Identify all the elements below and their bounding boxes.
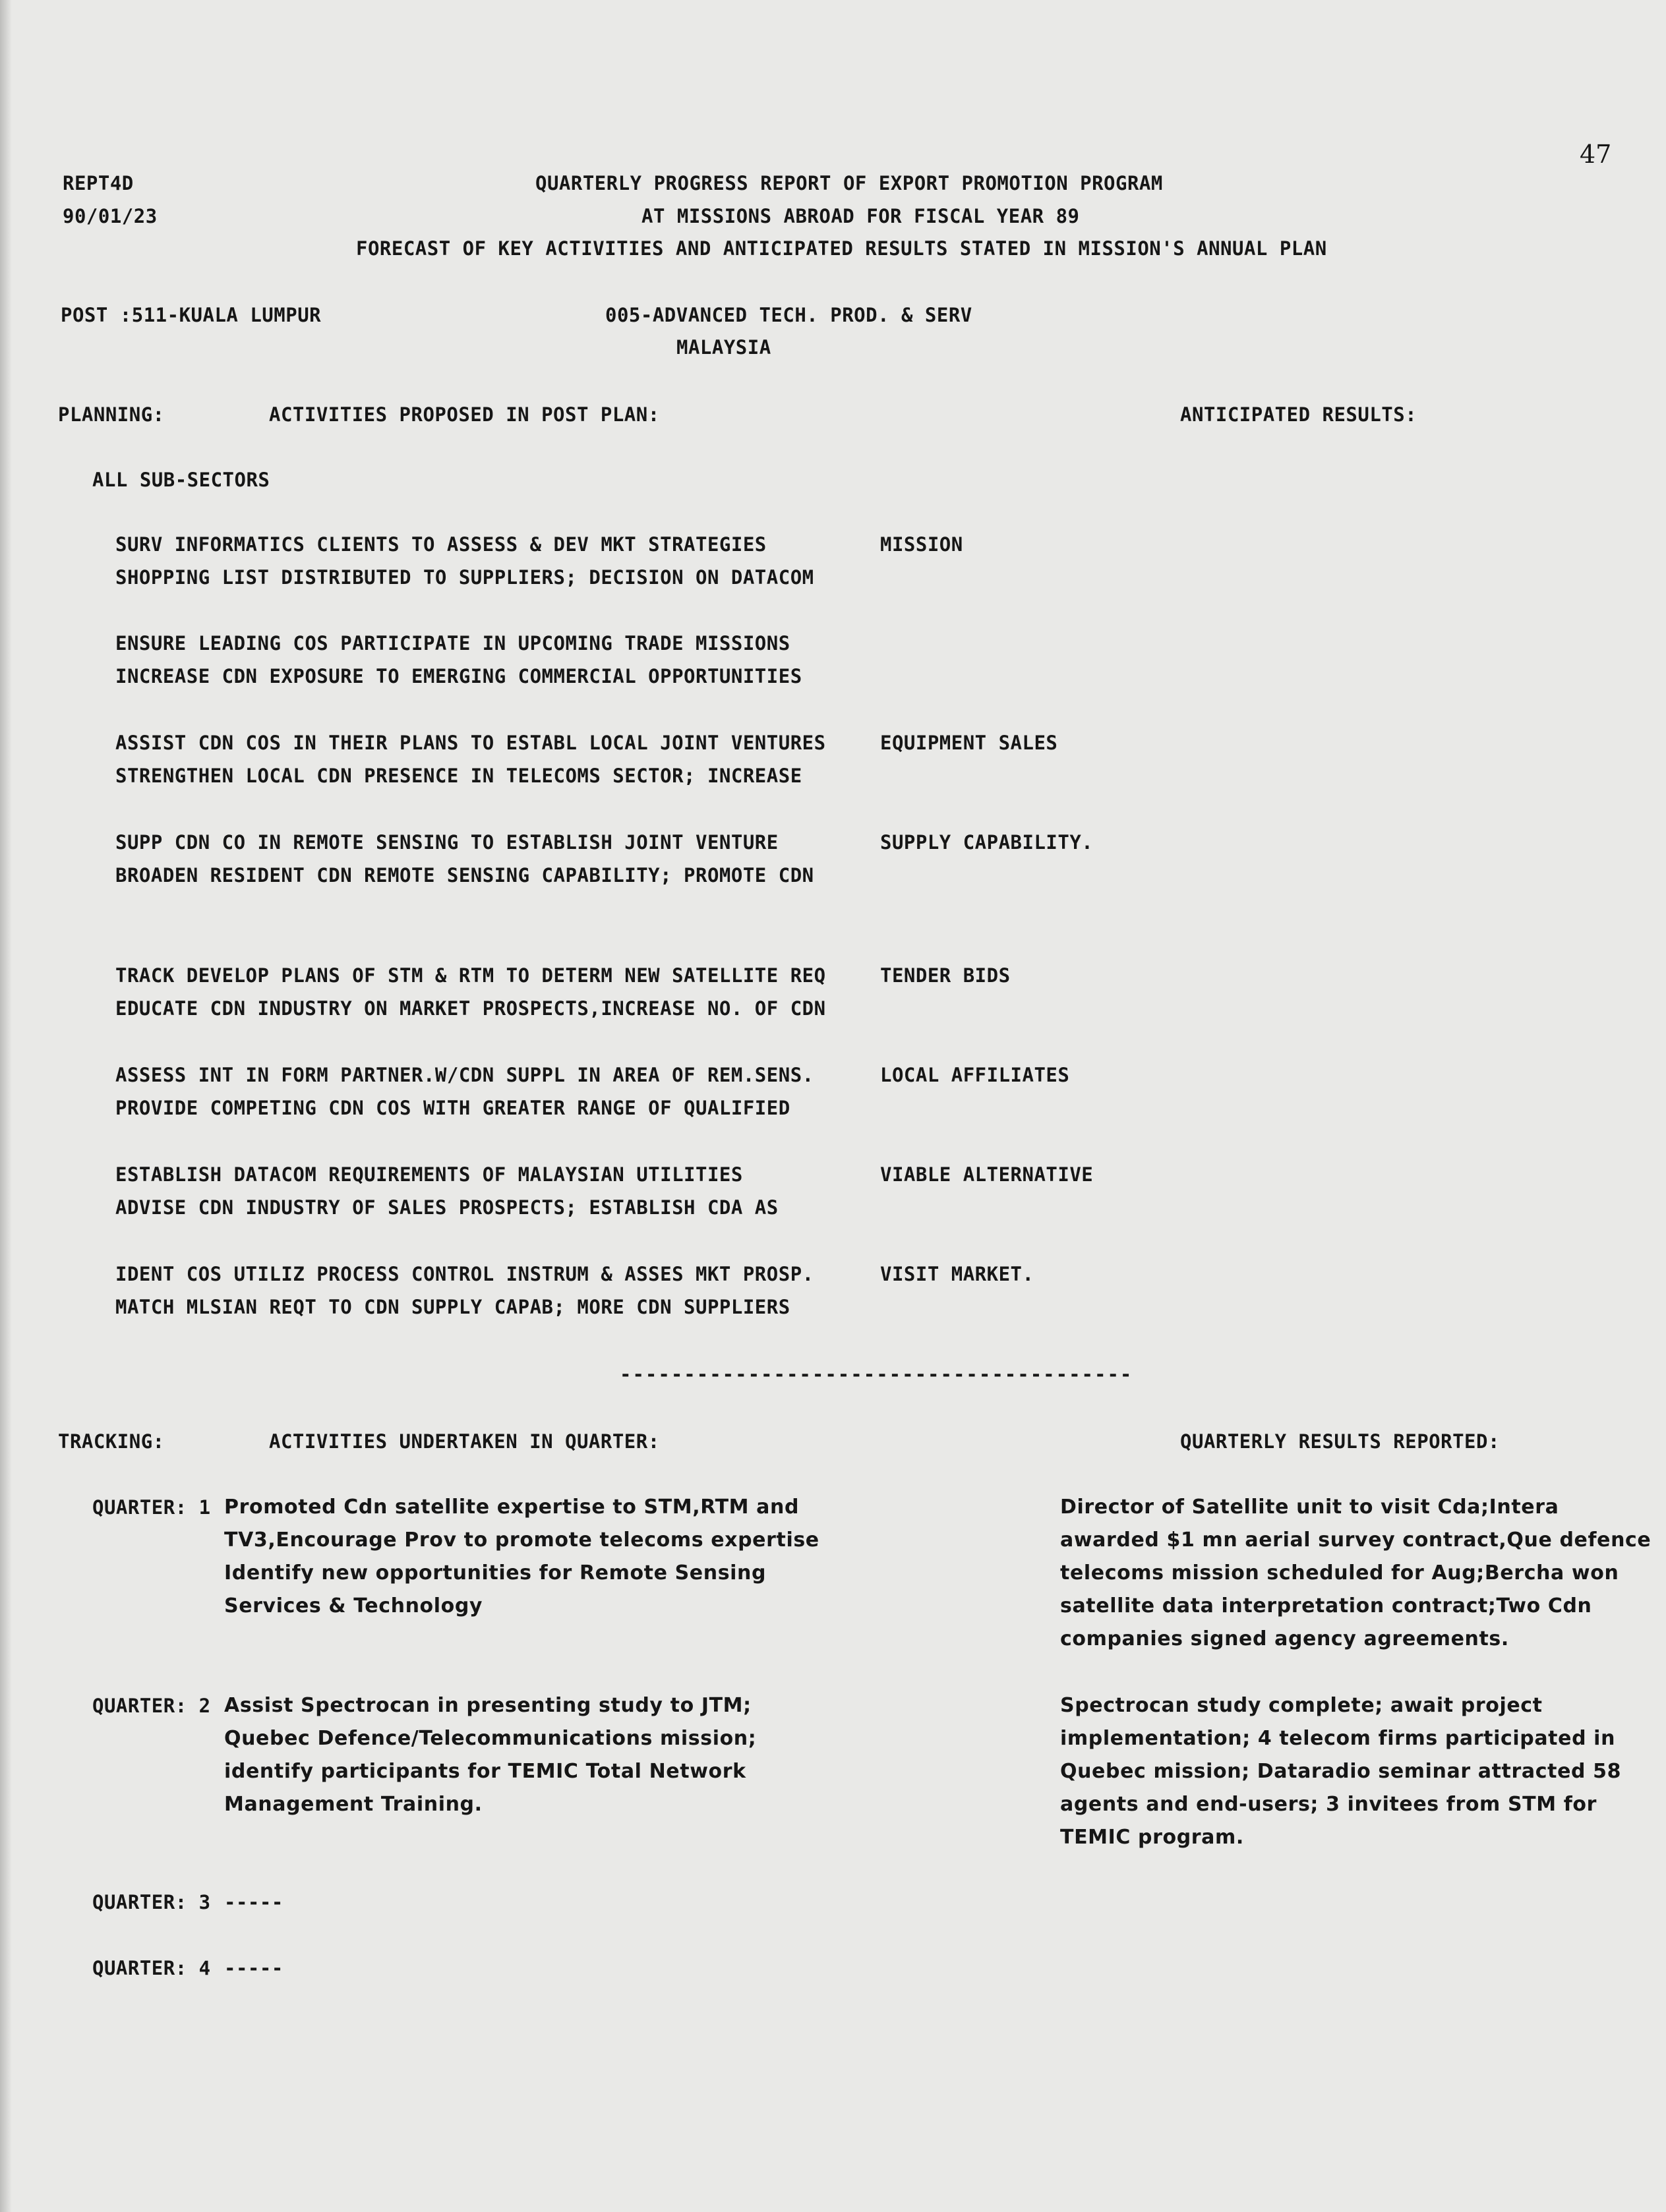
planning-result: LOCAL AFFILIATES (880, 1064, 1070, 1086)
planning-result: VISIT MARKET. (880, 1263, 1034, 1285)
planning-activity-line2: BROADEN RESIDENT CDN REMOTE SENSING CAPABILITY; PROMOTE CDN (115, 864, 814, 887)
planning-activity-line2: INCREASE CDN EXPOSURE TO EMERGING COMMERCIAL OPPORTUNITIES (115, 665, 802, 687)
quarter-result-line: companies signed agency agreements. (1060, 1627, 1509, 1650)
quarter-result-line: agents and end-users; 3 invitees from STM for (1060, 1793, 1597, 1816)
quarter-result-line: telecoms mission scheduled for Aug;Bercha won (1060, 1561, 1619, 1585)
quarter-result-line: awarded $1 mn aerial survey contract,Que defence (1060, 1528, 1651, 1552)
tracking-label: TRACKING: (58, 1430, 165, 1453)
report-title-line3: FORECAST OF KEY ACTIVITIES AND ANTICIPATED RESULTS STATED IN MISSION'S ANNUAL PLAN (356, 237, 1327, 260)
planning-activity-line2: ADVISE CDN INDUSTRY OF SALES PROSPECTS; ESTABLISH CDA AS (115, 1196, 779, 1219)
planning-activity-line1: ASSIST CDN COS IN THEIR PLANS TO ESTABL LOCAL JOINT VENTURES (115, 732, 826, 754)
planning-result: EQUIPMENT SALES (880, 732, 1058, 754)
planning-result: MISSION (880, 533, 963, 556)
sector-name: 005-ADVANCED TECH. PROD. & SERV (605, 304, 972, 326)
quarter-activity-line: identify participants for TEMIC Total Network (224, 1760, 746, 1783)
country-name: MALAYSIA (676, 336, 771, 359)
quarter-label: QUARTER: 2 (92, 1695, 211, 1717)
quarter-label: QUARTER: 3 (92, 1891, 211, 1913)
page-number: 47 (1580, 140, 1612, 169)
quarter-activity-line: Services & Technology (224, 1594, 483, 1617)
planning-activity-line2: SHOPPING LIST DISTRIBUTED TO SUPPLIERS; DECISION ON DATACOM (115, 566, 814, 589)
quarter-activity-line: Quebec Defence/Telecommunications mission; (224, 1727, 757, 1750)
quarter-result-line: implementation; 4 telecom firms participated in (1060, 1727, 1616, 1750)
planning-activity-line1: SUPP CDN CO IN REMOTE SENSING TO ESTABLISH JOINT VENTURE (115, 831, 779, 854)
subsector-label: ALL SUB-SECTORS (92, 469, 270, 491)
tracking-results-heading: QUARTERLY RESULTS REPORTED: (1180, 1430, 1500, 1453)
quarter-activity-line: Management Training. (224, 1793, 483, 1816)
section-divider: ---------------------------------------- (620, 1363, 1133, 1385)
tracking-activities-heading: ACTIVITIES UNDERTAKEN IN QUARTER: (269, 1430, 660, 1453)
quarter-result-line: Spectrocan study complete; await project (1060, 1694, 1543, 1717)
quarter-result-line: Director of Satellite unit to visit Cda;Intera (1060, 1496, 1559, 1519)
planning-result: SUPPLY CAPABILITY. (880, 831, 1094, 854)
quarter-activity-line: Assist Spectrocan in presenting study to JTM; (224, 1694, 752, 1717)
planning-result: TENDER BIDS (880, 964, 1011, 987)
quarter-activity-line: TV3,Encourage Prov to promote telecoms expertise (224, 1528, 819, 1552)
quarter-activity-line: ----- (224, 1891, 283, 1913)
planning-activity-line2: PROVIDE COMPETING CDN COS WITH GREATER RANGE OF QUALIFIED (115, 1097, 790, 1119)
planning-activity-line1: SURV INFORMATICS CLIENTS TO ASSESS & DEV MKT STRATEGIES (115, 533, 767, 556)
quarter-result-line: satellite data interpretation contract;Two Cdn (1060, 1594, 1592, 1617)
quarter-activity-line: ----- (224, 1957, 283, 1979)
quarter-result-line: TEMIC program. (1060, 1826, 1244, 1849)
planning-activities-heading: ACTIVITIES PROPOSED IN POST PLAN: (269, 403, 660, 426)
planning-activity-line1: ENSURE LEADING COS PARTICIPATE IN UPCOMING TRADE MISSIONS (115, 632, 790, 655)
report-code: REPT4D (63, 172, 134, 194)
planning-activity-line1: ESTABLISH DATACOM REQUIREMENTS OF MALAYSIAN UTILITIES (115, 1163, 743, 1186)
planning-label: PLANNING: (58, 403, 165, 426)
planning-results-heading: ANTICIPATED RESULTS: (1180, 403, 1417, 426)
planning-result: VIABLE ALTERNATIVE (880, 1163, 1094, 1186)
report-title-line1: QUARTERLY PROGRESS REPORT OF EXPORT PROMOTION PROGRAM (535, 172, 1163, 194)
planning-activity-line2: EDUCATE CDN INDUSTRY ON MARKET PROSPECTS,INCREASE NO. OF CDN (115, 997, 826, 1020)
report-date: 90/01/23 (63, 205, 158, 227)
planning-activity-line1: IDENT COS UTILIZ PROCESS CONTROL INSTRUM & ASSES MKT PROSP. (115, 1263, 814, 1285)
quarter-activity-line: Identify new opportunities for Remote Sensing (224, 1561, 767, 1585)
page-edge-shadow (0, 0, 12, 2212)
planning-activity-line2: STRENGTHEN LOCAL CDN PRESENCE IN TELECOMS SECTOR; INCREASE (115, 765, 802, 787)
quarter-activity-line: Promoted Cdn satellite expertise to STM,RTM and (224, 1496, 800, 1519)
quarter-label: QUARTER: 1 (92, 1496, 211, 1519)
planning-activity-line2: MATCH MLSIAN REQT TO CDN SUPPLY CAPAB; MORE CDN SUPPLIERS (115, 1296, 790, 1318)
quarter-label: QUARTER: 4 (92, 1957, 211, 1979)
planning-activity-line1: TRACK DEVELOP PLANS OF STM & RTM TO DETERM NEW SATELLITE REQ (115, 964, 826, 987)
quarter-result-line: Quebec mission; Dataradio seminar attracted 58 (1060, 1760, 1622, 1783)
planning-activity-line1: ASSESS INT IN FORM PARTNER.W/CDN SUPPL IN AREA OF REM.SENS. (115, 1064, 814, 1086)
report-title-line2: AT MISSIONS ABROAD FOR FISCAL YEAR 89 (641, 205, 1080, 227)
post-name: POST :511-KUALA LUMPUR (61, 304, 322, 326)
